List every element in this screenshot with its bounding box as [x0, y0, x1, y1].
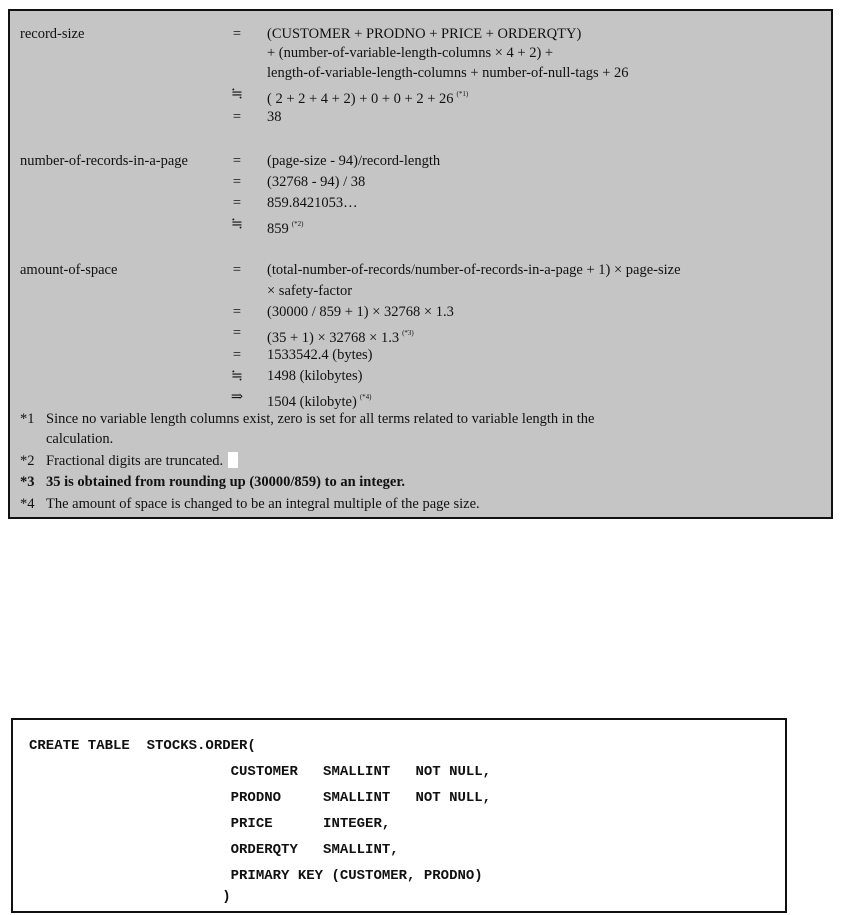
equals-symbol: =: [232, 195, 242, 211]
footnote-ref: (*4): [359, 393, 372, 401]
footnote-ref: (*3): [402, 329, 414, 337]
formula-line: (30000 / 859 + 1) × 32768 × 1.3: [267, 304, 454, 320]
footnote-ref: (*1): [456, 90, 469, 98]
calculation-panel: [8, 9, 833, 519]
formula-line: ( 2 + 2 + 4 + 2) + 0 + 0 + 2 + 26 $^{(*1)}$: [267, 90, 469, 107]
sql-code-box: [11, 718, 787, 913]
formula-line: + (number-of-variable-length-columns × 4 + 2) +: [267, 45, 554, 61]
equals-symbol: =: [232, 347, 242, 363]
formula-result: 38: [267, 109, 282, 125]
text-cursor: [228, 452, 238, 468]
sql-line: CREATE TABLE STOCKS.ORDER(: [29, 738, 256, 754]
formula-line: (total-number-of-records/number-of-records-in-a-page + 1) × page-size: [267, 262, 681, 278]
sql-line: PRICE INTEGER,: [29, 816, 391, 832]
approx-symbol: ≒: [230, 86, 244, 102]
equals-symbol: =: [232, 304, 242, 320]
footnote-3: *3 35 is obtained from rounding up (30000/859) to an integer.: [20, 474, 406, 490]
formula-result: 859 $^{(*2)}$: [267, 220, 304, 237]
formula-result: 1504 (kilobyte) $^{(*4)}$: [267, 393, 372, 410]
equals-symbol: =: [232, 26, 242, 42]
equals-symbol: =: [232, 262, 242, 278]
formula-line: (page-size - 94)/record-length: [267, 153, 441, 169]
formula-line: × safety-factor: [267, 283, 353, 299]
formula-line: 1498 (kilobytes): [267, 368, 363, 384]
footnote-4: *4 The amount of space is changed to be an integral multiple of the page size.: [20, 496, 480, 512]
record-size-label: record-size: [20, 26, 85, 42]
formula-line: (35 + 1) × 32768 × 1.3 $^{(*3)}$: [267, 329, 414, 346]
sql-line: PRIMARY KEY (CUSTOMER, PRODNO): [29, 868, 483, 884]
equals-symbol: =: [232, 325, 242, 341]
sql-line: ): [29, 889, 231, 905]
sql-line: CUSTOMER SMALLINT NOT NULL,: [29, 764, 492, 780]
formula-line: 1533542.4 (bytes): [267, 347, 373, 363]
equals-symbol: =: [232, 153, 242, 169]
formula-line: (CUSTOMER + PRODNO + PRICE + ORDERQTY): [267, 26, 582, 42]
amount-of-space-label: amount-of-space: [20, 262, 118, 278]
formula-line: 859.8421053…: [267, 195, 358, 211]
approx-symbol: ≒: [230, 216, 244, 232]
footnote-1: *1 Since no variable length columns exist, zero is set for all terms related to variable length in the: [20, 411, 595, 427]
approx-symbol: ≒: [230, 368, 244, 384]
implies-arrow: ⇒: [230, 389, 244, 405]
footnote-2: *2 Fractional digits are truncated.: [20, 452, 238, 470]
records-per-page-label: number-of-records-in-a-page: [20, 153, 188, 169]
footnote-ref: (*2): [291, 220, 304, 228]
formula-line: (32768 - 94) / 38: [267, 174, 366, 190]
formula-line: length-of-variable-length-columns + number-of-null-tags + 26: [267, 65, 629, 81]
equals-symbol: =: [232, 109, 242, 125]
footnote-1-continued: calculation.: [46, 431, 114, 447]
equals-symbol: =: [232, 174, 242, 190]
sql-line: PRODNO SMALLINT NOT NULL,: [29, 790, 492, 806]
sql-line: ORDERQTY SMALLINT,: [29, 842, 399, 858]
